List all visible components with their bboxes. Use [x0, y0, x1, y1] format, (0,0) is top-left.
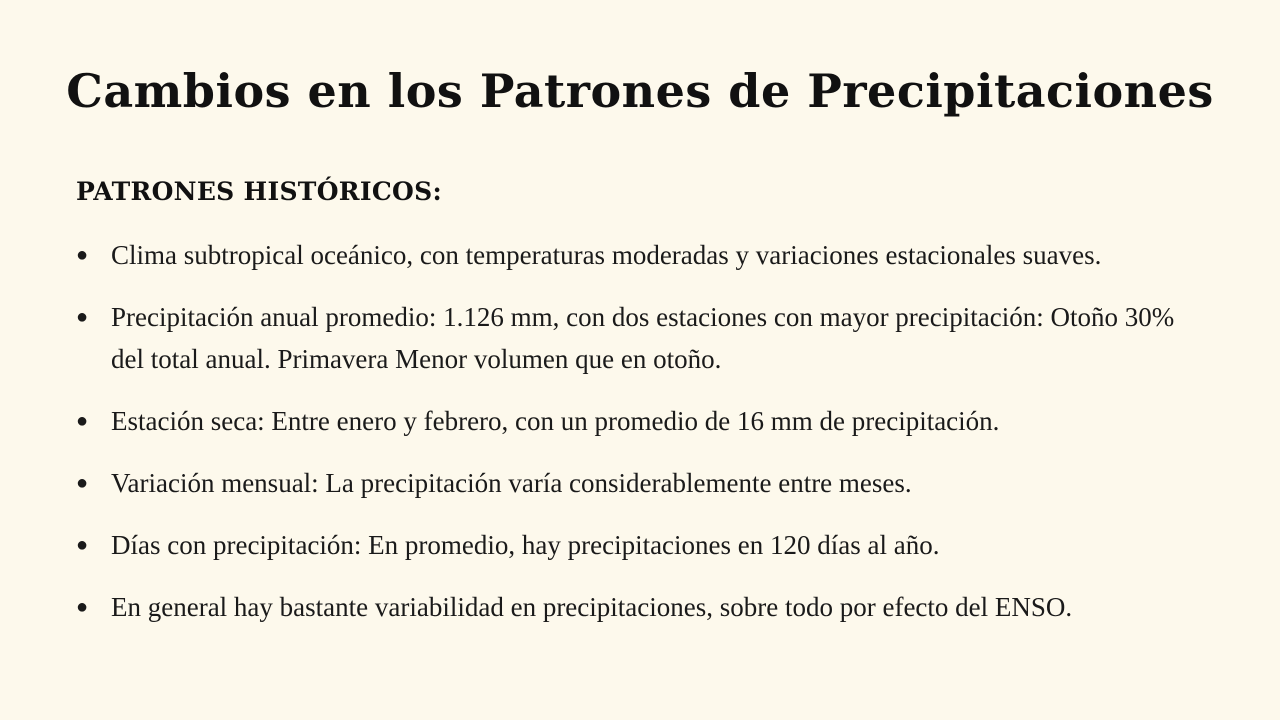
list-item: [76, 296, 1206, 380]
bullet-text: En general hay bastante variabilidad en precipitaciones, sobre todo por efecto del ENSO.: [111, 592, 1073, 622]
bullet-text: Días con precipitación: En promedio, hay precipitaciones en 120 días al año.: [111, 530, 940, 560]
bullet-text: Variación mensual: La precipitación varía considerablemente entre meses.: [111, 468, 912, 498]
section-heading: PATRONES HISTÓRICOS:: [76, 177, 443, 206]
list-item: [76, 400, 1206, 442]
bullet-icon: ●: [76, 410, 89, 432]
bullet-icon: ●: [76, 596, 89, 618]
bullet-text: Estación seca: Entre enero y febrero, con un promedio de 16 mm de precipitación.: [111, 406, 1000, 436]
bullet-icon: ●: [76, 306, 89, 328]
list-item: [76, 524, 1206, 566]
bullet-icon: ●: [76, 472, 89, 494]
list-item: [76, 586, 1206, 628]
bullet-icon: ●: [76, 534, 89, 556]
bullet-icon: ●: [76, 244, 89, 266]
list-item: [76, 462, 1206, 504]
slide-title: Cambios en los Patrones de Precipitaciones: [66, 64, 1214, 118]
bullet-list: [76, 234, 1206, 648]
bullet-text: Precipitación anual promedio: 1.126 mm, con dos estaciones con mayor precipitación: Otoño 30% del total anual. Primavera Menor volumen que en otoño.: [111, 302, 1175, 374]
list-item: [76, 234, 1206, 276]
bullet-text: Clima subtropical oceánico, con temperaturas moderadas y variaciones estacionales suaves.: [111, 240, 1102, 270]
